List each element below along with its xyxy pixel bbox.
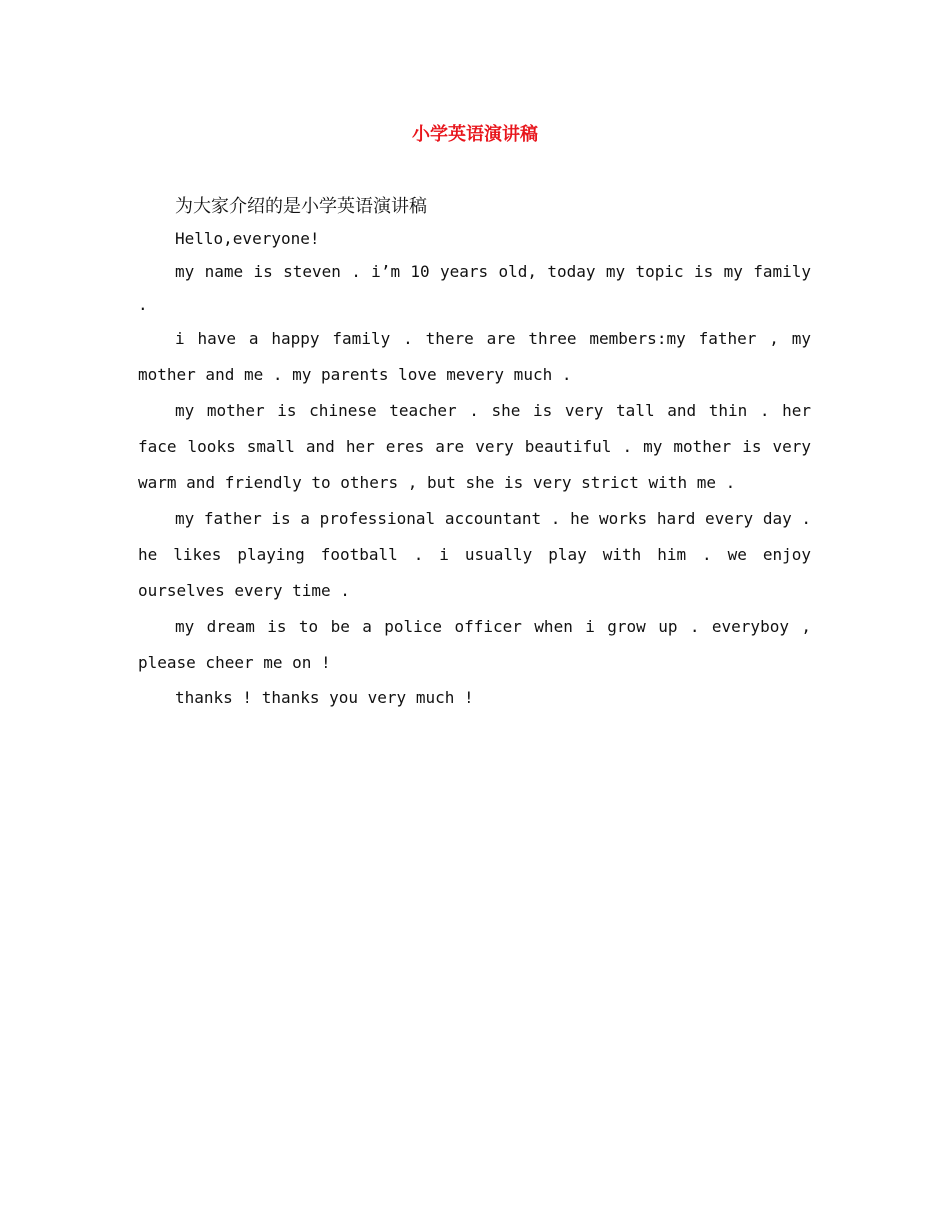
body-paragraph: i have a happy family . there are three members:my father , my mother and me . my parents love mevery much .	[138, 329, 811, 384]
document-body	[138, 192, 811, 714]
greeting-paragraph: Hello,everyone!	[175, 229, 320, 248]
closing-paragraph: thanks ! thanks you very much !	[175, 688, 474, 707]
body-paragraph: my dream is to be a police officer when i grow up . everyboy , please cheer me on !	[138, 617, 811, 672]
body-paragraph: my father is a professional accountant . he works hard every day . he likes playing football . i usually play with him . we enjoy ourselves every time .	[138, 509, 811, 600]
document-title: 小学英语演讲稿	[412, 124, 538, 145]
body-paragraph: my name is steven . i’m 10 years old, today my topic is my family .	[138, 262, 811, 314]
intro-paragraph: 为大家介绍的是小学英语演讲稿	[175, 196, 427, 217]
body-paragraph: my mother is chinese teacher . she is very tall and thin . her face looks small and her eres are very beautiful . my mother is very warm and friendly to others , but she is very strict with me .	[138, 401, 811, 492]
